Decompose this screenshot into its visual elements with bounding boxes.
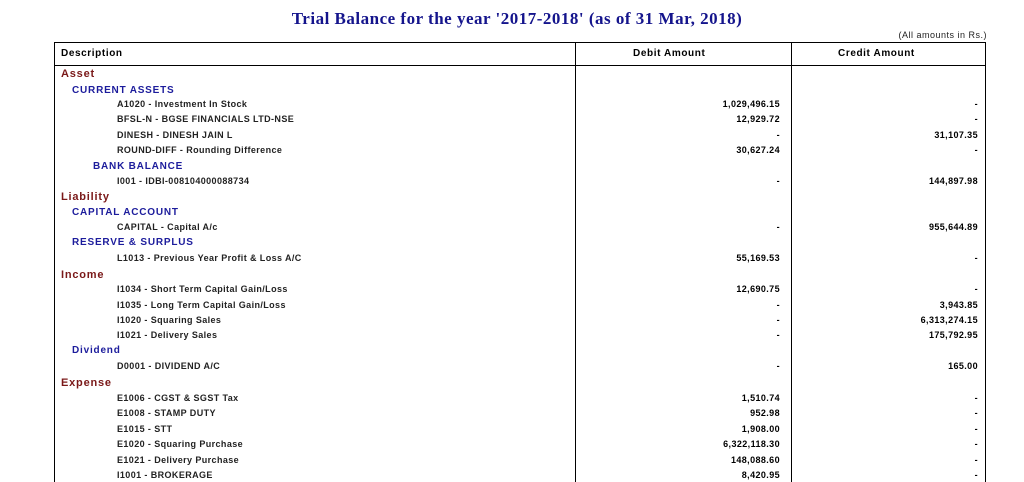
debit-amount: - [776,222,780,232]
debit-amount: 1,029,496.15 [722,99,780,109]
ledger-description: D0001 - DIVIDEND A/C [117,361,221,371]
group-heading: Liability [61,191,110,203]
ledger-row [55,298,985,313]
group-row [55,66,985,81]
credit-amount: - [974,284,978,294]
group-row [55,189,985,204]
ledger-description: DINESH - DINESH JAIN L [117,130,233,140]
credit-amount: - [974,393,978,403]
ledger-row [55,359,985,374]
group-heading: Income [61,269,105,281]
ledger-description: BFSL-N - BGSE FINANCIALS LTD-NSE [117,114,295,124]
credit-amount: - [974,145,978,155]
ledger-description: L1013 - Previous Year Profit & Loss A/C [117,253,302,263]
debit-amount: 12,690.75 [736,284,780,294]
group-row [55,375,985,390]
group-heading: BANK BALANCE [93,161,184,172]
group-row [55,235,985,250]
amounts-note: (All amounts in Rs.) [898,30,987,40]
ledger-description: E1015 - STT [117,424,173,434]
header-debit: Debit Amount [633,48,706,59]
debit-amount: 55,169.53 [736,253,780,263]
group-heading: Expense [61,377,112,389]
group-heading: CAPITAL ACCOUNT [72,207,179,218]
ledger-row [55,453,985,468]
group-row [55,159,985,174]
credit-amount: - [974,408,978,418]
ledger-description: E1008 - STAMP DUTY [117,408,216,418]
ledger-row [55,406,985,421]
credit-amount: - [974,114,978,124]
trial-balance-table [54,42,986,482]
group-row [55,83,985,98]
ledger-row [55,128,985,143]
debit-amount: - [776,330,780,340]
debit-amount: 1,908.00 [741,424,780,434]
group-row [55,205,985,220]
ledger-row [55,97,985,112]
debit-amount: 6,322,118.30 [723,439,780,449]
ledger-row [55,143,985,158]
ledger-description: I001 - IDBI-008104000088734 [117,176,250,186]
credit-amount: 175,792.95 [928,330,978,340]
ledger-row [55,251,985,266]
ledger-description: I1001 - BROKERAGE [117,470,213,480]
ledger-row [55,174,985,189]
ledger-description: I1020 - Squaring Sales [117,315,222,325]
group-row [55,343,985,358]
credit-amount: 31,107.35 [934,130,978,140]
credit-amount: 144,897.98 [928,176,978,186]
group-heading: Asset [61,68,95,80]
header-credit: Credit Amount [838,48,915,59]
debit-amount: 148,088.60 [730,455,780,465]
group-heading: Dividend [72,345,121,356]
ledger-description: I1021 - Delivery Sales [117,330,218,340]
debit-amount: - [776,315,780,325]
ledger-row [55,220,985,235]
ledger-description: E1021 - Delivery Purchase [117,455,240,465]
ledger-description: A1020 - Investment In Stock [117,99,248,109]
credit-amount: - [974,253,978,263]
ledger-row [55,468,985,482]
ledger-row [55,422,985,437]
credit-amount: - [974,424,978,434]
credit-amount: 955,644.89 [928,222,978,232]
debit-amount: - [776,361,780,371]
credit-amount: 165.00 [948,361,978,371]
ledger-row [55,391,985,406]
ledger-row [55,282,985,297]
ledger-row [55,313,985,328]
ledger-description: I1035 - Long Term Capital Gain/Loss [117,300,286,310]
header-description: Description [61,48,123,59]
debit-amount: - [776,130,780,140]
debit-amount: - [776,300,780,310]
group-row [55,267,985,282]
ledger-description: E1020 - Squaring Purchase [117,439,244,449]
ledger-description: I1034 - Short Term Capital Gain/Loss [117,284,288,294]
ledger-description: CAPITAL - Capital A/c [117,222,218,232]
credit-amount: - [974,99,978,109]
debit-amount: 30,627.24 [736,145,780,155]
ledger-row [55,328,985,343]
debit-amount: 8,420.95 [741,470,780,480]
table-header [55,43,985,66]
debit-amount: - [776,176,780,186]
ledger-description: E1006 - CGST & SGST Tax [117,393,239,403]
ledger-row [55,112,985,127]
credit-amount: - [974,455,978,465]
debit-amount: 952.98 [750,408,780,418]
debit-amount: 12,929.72 [736,114,780,124]
ledger-description: ROUND-DIFF - Rounding Difference [117,145,283,155]
debit-amount: 1,510.74 [741,393,780,403]
credit-amount: 6,313,274.15 [920,315,978,325]
report-title: Trial Balance for the year '2017-2018' (as of 31 Mar, 2018) [291,9,743,28]
group-heading: CURRENT ASSETS [72,85,175,96]
credit-amount: - [974,470,978,480]
ledger-row [55,437,985,452]
credit-amount: 3,943.85 [939,300,978,310]
group-heading: RESERVE & SURPLUS [72,237,194,248]
credit-amount: - [974,439,978,449]
